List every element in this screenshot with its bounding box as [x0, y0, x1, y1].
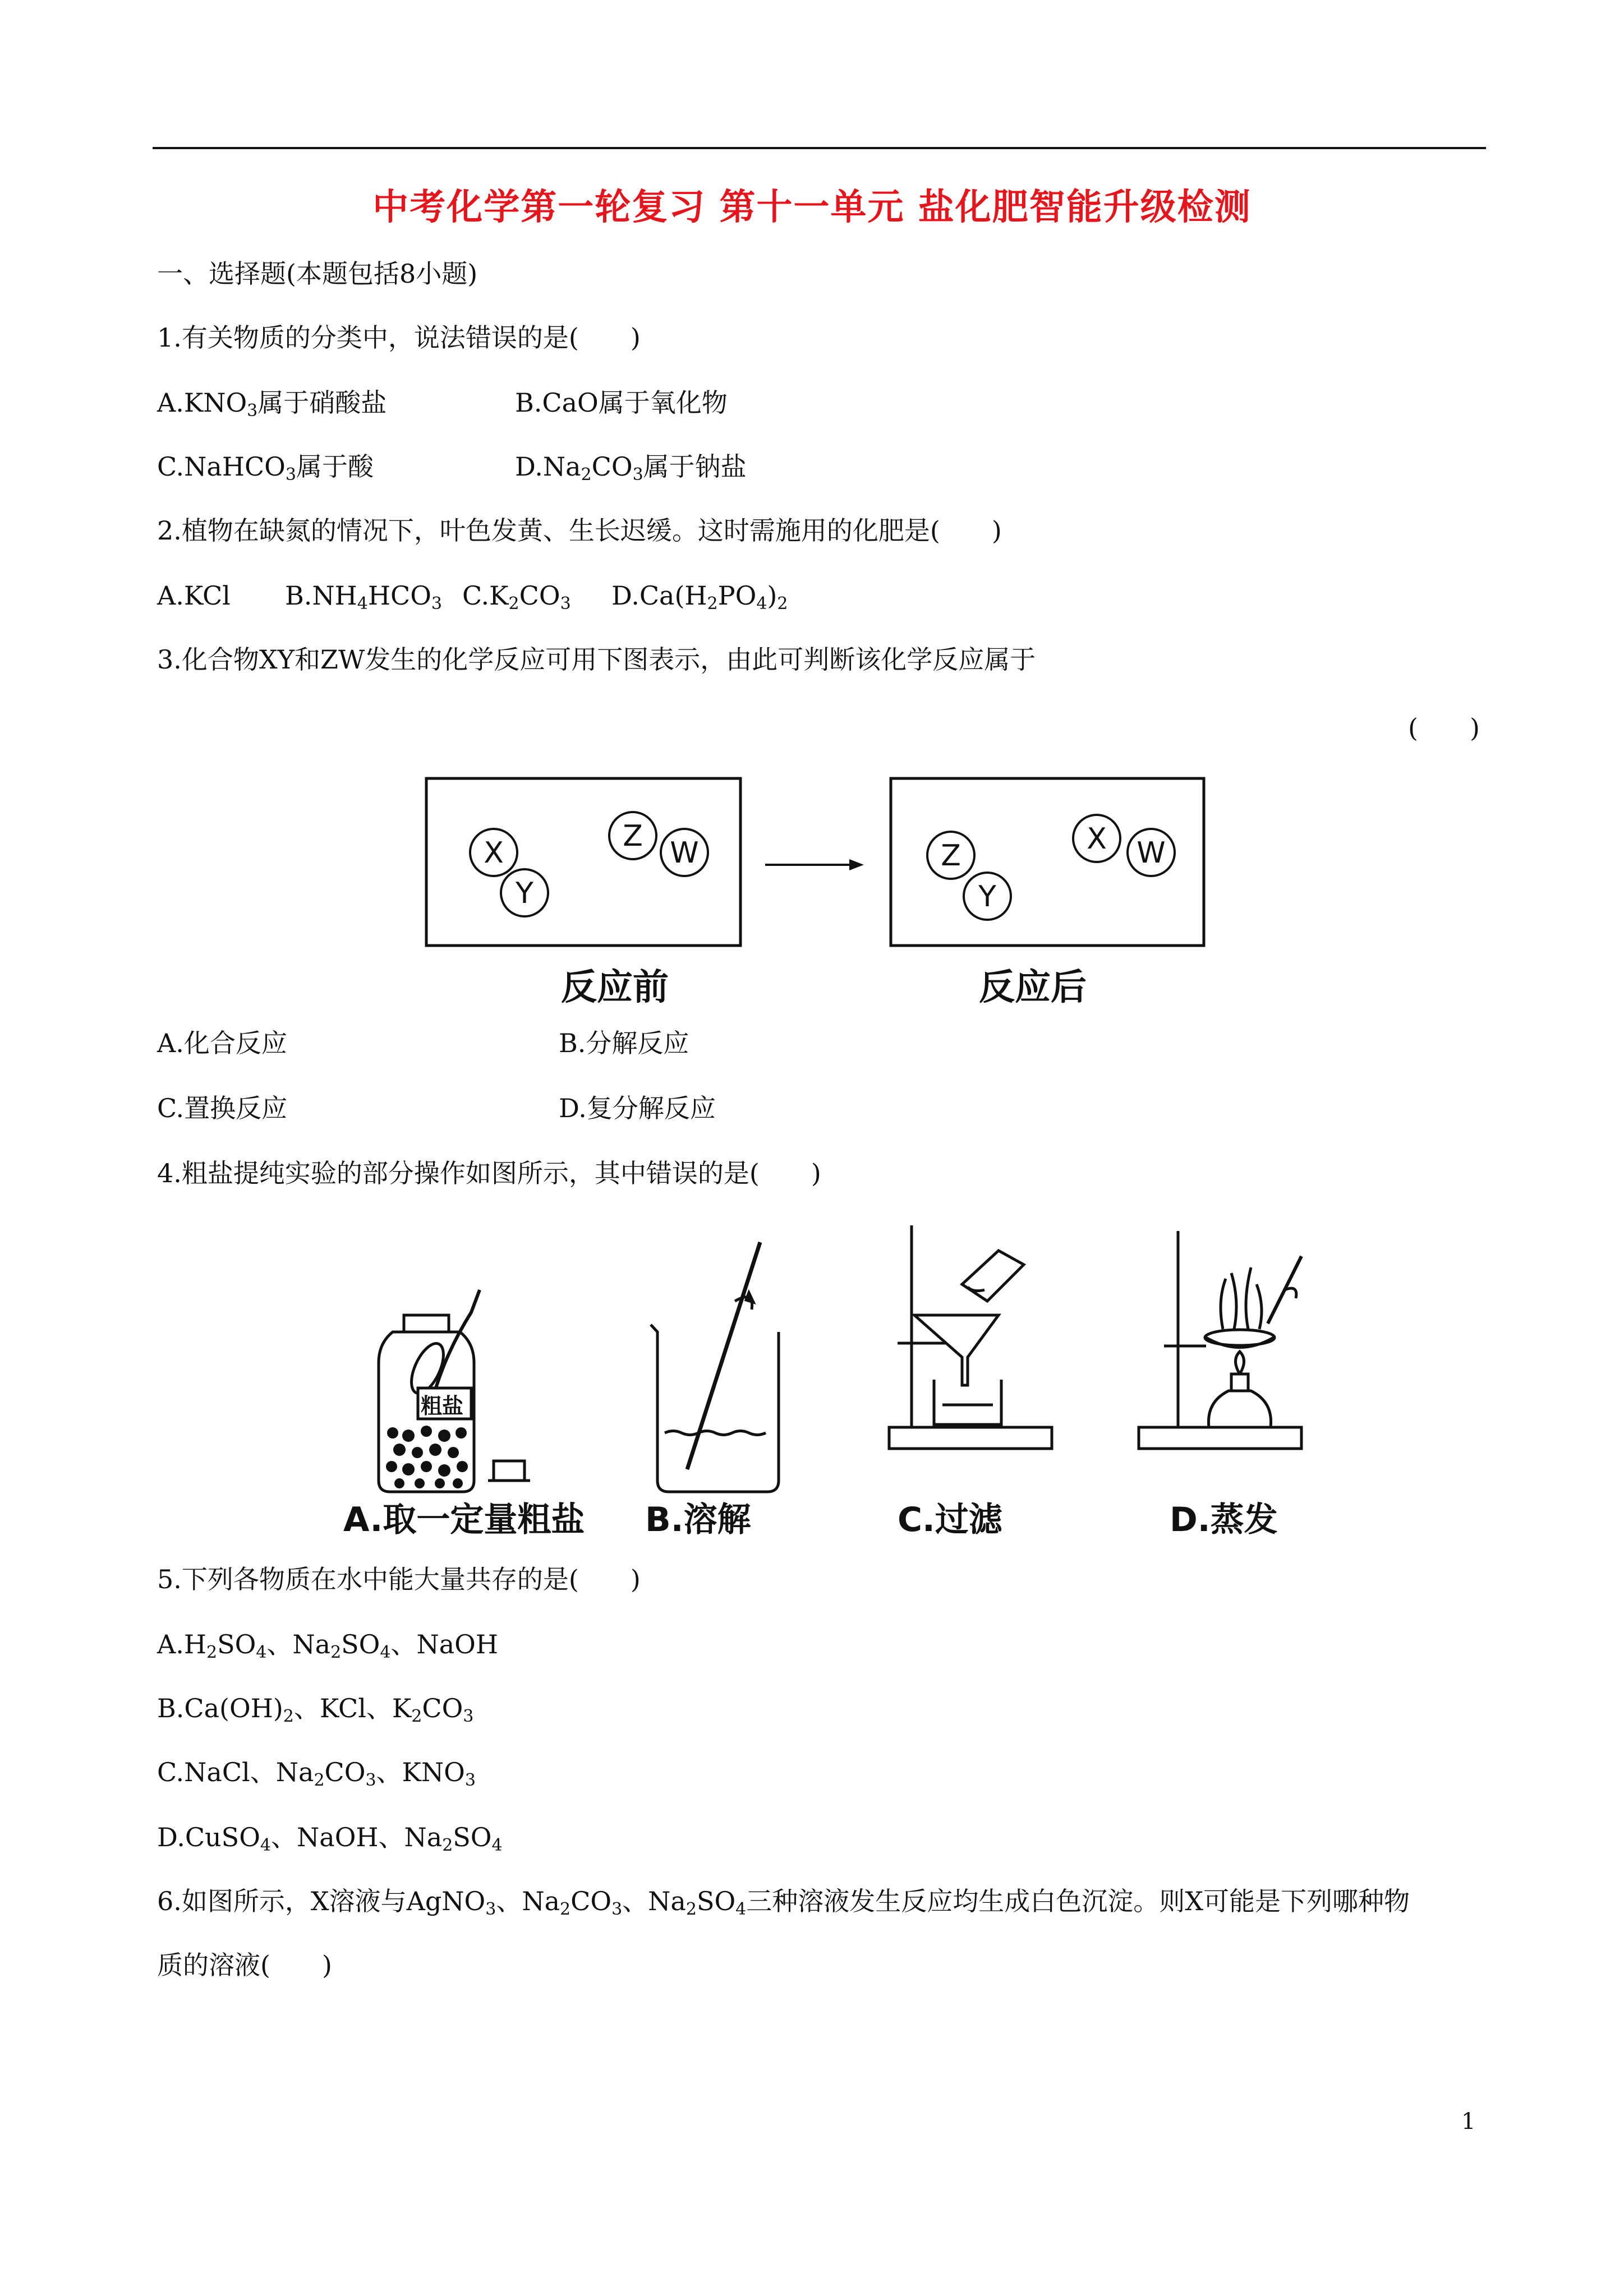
beaker-illustration [651, 1242, 779, 1492]
before-caption: 反应前 [561, 967, 669, 1008]
q5-option-a: $A.H_2SO_4$、$Na_2SO_4$、NaOH [157, 1629, 499, 1662]
salt-granules [386, 1426, 468, 1488]
atom-label: X [484, 836, 504, 870]
page-title: 中考化学第一轮复习 第十一单元 盐化肥智能升级检测 [372, 187, 1252, 228]
q1-option-d: $D.Na_2CO_3$属于钠盐 [515, 451, 747, 485]
q3-option-a: A.化合反应 [157, 1028, 287, 1058]
q4-caption-b: B.溶解 [645, 1500, 751, 1539]
q1-stem: 1.有关物质的分类中，说法错误的是( ) [157, 322, 641, 353]
q5-option-c: C.NaCl、$Na_2CO_3$、$KNO_3$ [157, 1757, 476, 1790]
q4-caption-c: C.过滤 [898, 1500, 1002, 1539]
q2-option-d: $D.Ca(H_2PO_4)_2$ [611, 580, 788, 614]
q3-option-d: D.复分解反应 [559, 1093, 716, 1123]
atom-label: Z [623, 819, 643, 853]
jar-illustration [379, 1290, 530, 1492]
q4-caption-d: D.蒸发 [1170, 1500, 1278, 1539]
atom-label: W [670, 836, 699, 870]
atom-label: Y [516, 877, 533, 910]
q1-option-c: C.NaHCO$_3$属于酸 [157, 451, 374, 485]
page-number: 1 [1461, 2109, 1476, 2134]
q1-option-a: $A.KNO_3$属于硝酸盐 [157, 388, 387, 421]
q2-option-c: $C.K_2CO_3$ [462, 580, 571, 614]
jar-label: 粗盐 [421, 1394, 464, 1418]
filtration-illustration [889, 1225, 1052, 1449]
q2-stem: 2.植物在缺氮的情况下，叶色发黄、生长迟缓。这时需施用的化肥是( ) [157, 515, 1002, 546]
q2-option-b: $B.NH_4HCO_3$ [285, 580, 443, 614]
evaporation-illustration [1139, 1231, 1301, 1449]
q1-option-b: B.CaO属于氧化物 [515, 388, 728, 418]
q6-stem-line1: 6.如图所示，X溶液与AgNO$_3$、$Na_2CO_3$、$Na_2SO_4$三种溶液发生反应均生成白色沉淀。则X可能是下列哪种物 [157, 1886, 1410, 1919]
atom-label: X [1087, 822, 1107, 856]
q4-stem: 4.粗盐提纯实验的部分操作如图所示，其中错误的是( ) [157, 1158, 821, 1188]
q6-stem-line2: 质的溶液( ) [157, 1950, 332, 1980]
atom-label: Y [978, 880, 996, 914]
q5-option-b: $B.Ca(OH)_2$、KCl、$K_2CO_3$ [157, 1693, 474, 1726]
atom-label: Z [941, 839, 961, 873]
q4-caption-a: A.取一定量粗盐 [343, 1500, 585, 1539]
q3-option-c: C.置换反应 [157, 1093, 288, 1123]
atom-label: W [1137, 836, 1166, 870]
q3-option-b: B.分解反应 [559, 1028, 689, 1058]
q3-answer-paren: ( ) [1408, 713, 1480, 743]
q2-option-a: A.KCl [157, 580, 231, 611]
q5-stem: 5.下列各物质在水中能大量共存的是( ) [157, 1564, 641, 1594]
q3-stem: 3.化合物XY和ZW发生的化学反应可用下图表示，由此可判断该化学反应属于 [157, 644, 1036, 675]
section-heading: 一、选择题(本题包括8小题) [157, 259, 478, 289]
after-caption: 反应后 [979, 967, 1087, 1008]
q5-option-d: D.CuSO$_4$、NaOH、$Na_2SO_4$ [157, 1822, 503, 1855]
